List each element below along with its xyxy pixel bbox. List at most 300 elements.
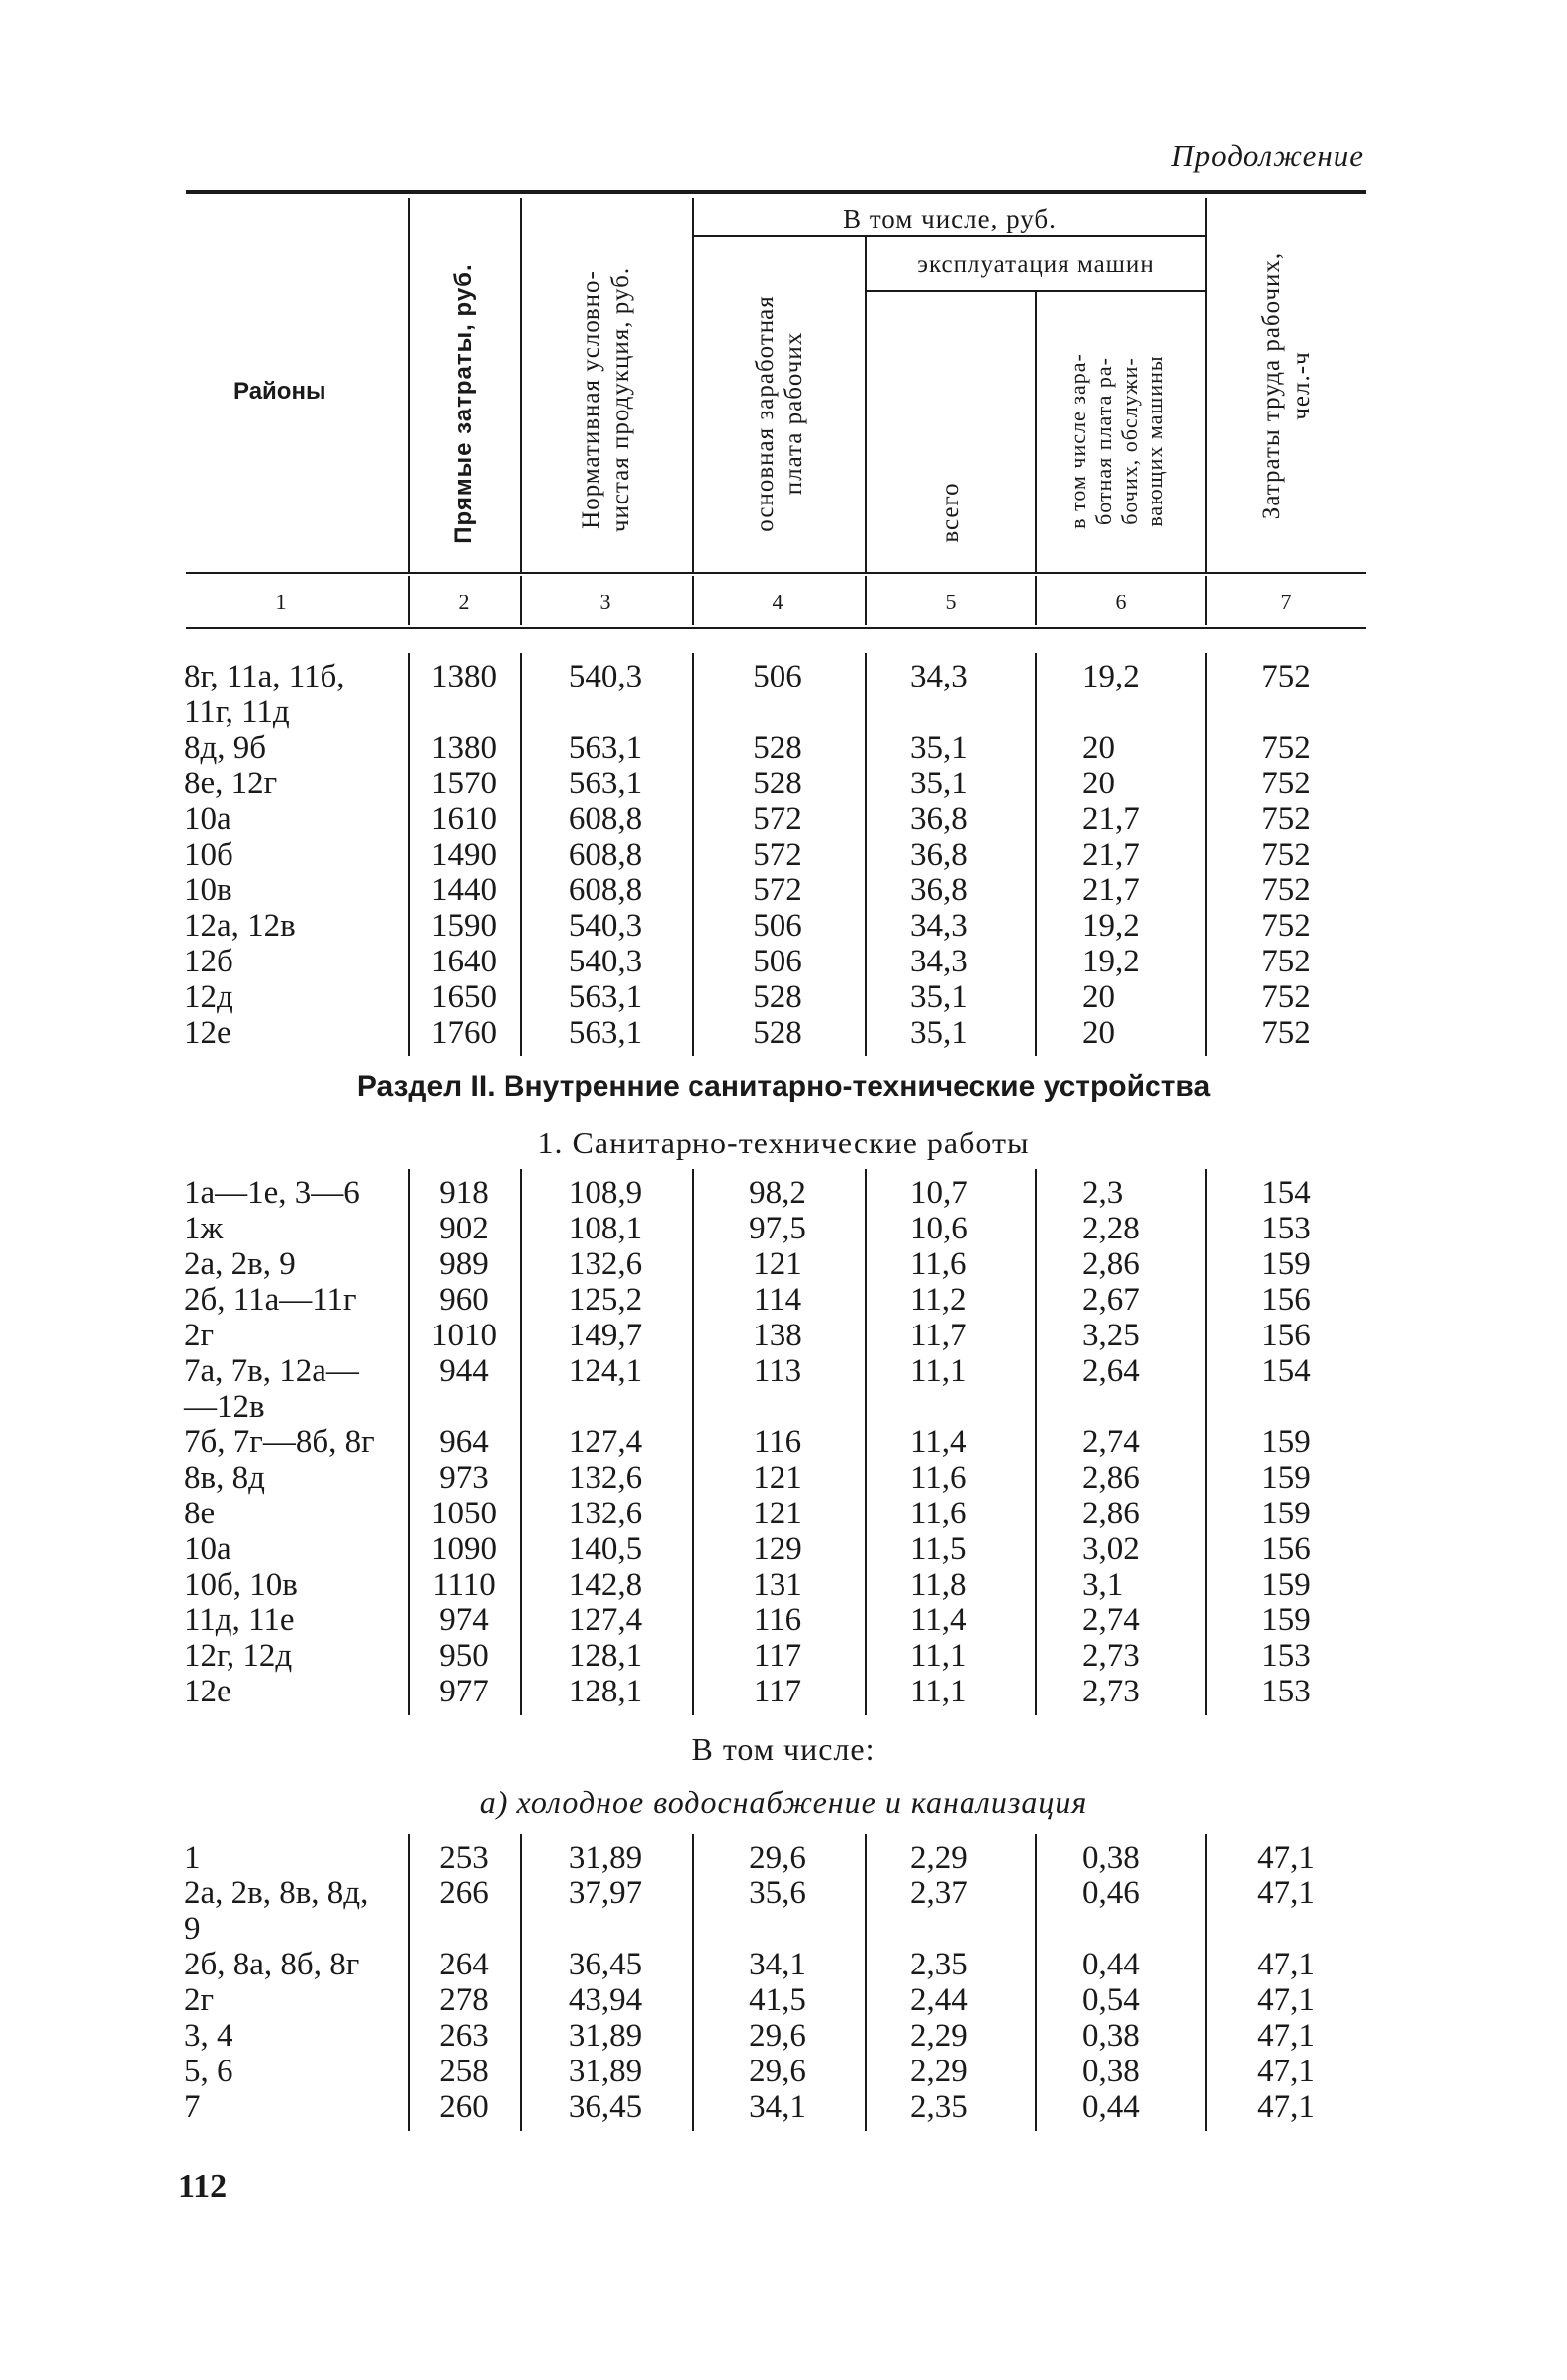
value-cell: 159 <box>1261 1246 1311 1282</box>
value-cell: 2,73 <box>1082 1638 1140 1674</box>
table-row <box>0 1015 1567 1051</box>
table1-vline-6 <box>1205 653 1207 1056</box>
column-group-including: В том числе, руб. <box>843 204 1057 233</box>
table-row <box>0 837 1567 872</box>
value-cell: 31,89 <box>568 2054 643 2089</box>
table1-vline-4 <box>865 653 867 1056</box>
column-header-wages-line1: основная заработная <box>752 295 779 532</box>
value-cell: 47,1 <box>1257 1840 1315 1876</box>
column-header-machine-wages-line3: бочих, обслужи- <box>1117 357 1142 525</box>
district-line: 9 <box>184 1911 201 1947</box>
column-header-direct-costs: Прямые затраты, руб. <box>450 263 477 544</box>
column-header-wages-line2: плата рабочих <box>781 331 807 496</box>
header-bottom-rule <box>186 572 1366 574</box>
value-cell: 752 <box>1261 730 1311 766</box>
column-number-3: 3 <box>599 590 611 614</box>
value-cell: 159 <box>1261 1496 1311 1531</box>
value-cell: 608,8 <box>568 872 643 908</box>
value-cell: 964 <box>439 1424 489 1460</box>
value-cell: 47,1 <box>1257 2018 1315 2054</box>
value-cell: 2,29 <box>910 2018 968 2054</box>
value-cell: 264 <box>439 1947 489 1982</box>
value-cell: 3,1 <box>1082 1567 1124 1602</box>
value-cell: 2,64 <box>1082 1353 1140 1389</box>
table-row <box>0 659 1567 730</box>
value-cell: 0,44 <box>1082 1947 1140 1982</box>
district-line: 2г <box>184 1318 215 1353</box>
table3-vline-4 <box>865 1834 867 2131</box>
value-cell: 37,97 <box>568 1876 643 1911</box>
value-cell: 128,1 <box>568 1674 643 1709</box>
district-cell <box>184 1318 214 1353</box>
value-cell: 563,1 <box>568 979 643 1015</box>
district-cell <box>184 944 233 979</box>
value-cell: 31,89 <box>568 1840 643 1876</box>
value-cell: 1760 <box>431 1015 497 1051</box>
value-cell: 572 <box>753 872 802 908</box>
value-cell: 21,7 <box>1082 872 1140 908</box>
numrow-vline-1 <box>408 576 410 625</box>
value-cell: 31,89 <box>568 2018 643 2054</box>
value-cell: 125,2 <box>568 1282 643 1318</box>
value-cell: 20 <box>1082 979 1115 1015</box>
table-row <box>0 872 1567 908</box>
table2-vline-5 <box>1035 1169 1037 1715</box>
table2-vline-1 <box>408 1169 410 1715</box>
column-header-district: Районы <box>233 378 326 405</box>
value-cell: 156 <box>1261 1318 1311 1353</box>
value-cell: 950 <box>439 1638 489 1674</box>
district-line: 1а—1е, 3—6 <box>184 1175 360 1211</box>
table2-vline-6 <box>1205 1169 1207 1715</box>
value-cell: 11,6 <box>910 1246 967 1282</box>
value-cell: 19,2 <box>1082 908 1140 944</box>
value-cell: 752 <box>1261 979 1311 1015</box>
table-row <box>0 1175 1567 1211</box>
value-cell: 156 <box>1261 1282 1311 1318</box>
value-cell: 1490 <box>431 837 497 872</box>
value-cell: 528 <box>753 1015 802 1051</box>
value-cell: 974 <box>439 1602 489 1638</box>
value-cell: 20 <box>1082 1015 1115 1051</box>
value-cell: 127,4 <box>568 1424 643 1460</box>
value-cell: 2,86 <box>1082 1496 1140 1531</box>
value-cell: 506 <box>753 908 802 944</box>
value-cell: 563,1 <box>568 766 643 801</box>
column-group-machines: эксплуатация машин <box>917 251 1154 278</box>
value-cell: 47,1 <box>1257 1982 1315 2018</box>
value-cell: 121 <box>753 1246 802 1282</box>
value-cell: 129 <box>753 1531 802 1567</box>
table-row <box>0 1282 1567 1318</box>
value-cell: 154 <box>1261 1353 1311 1389</box>
value-cell: 1640 <box>431 944 497 979</box>
value-cell: 572 <box>753 837 802 872</box>
district-cell <box>184 1211 223 1246</box>
district-line: —12в <box>184 1389 265 1424</box>
district-line: 10в <box>184 872 232 908</box>
table-row <box>0 1318 1567 1353</box>
value-cell: 117 <box>753 1674 802 1709</box>
subsection-a-title: а) холодное водоснабжение и канализация <box>479 1785 1088 1820</box>
district-cell <box>184 1674 231 1709</box>
value-cell: 0,46 <box>1082 1876 1140 1911</box>
district-line: 8г, 11а, 11б, <box>184 659 345 694</box>
value-cell: 159 <box>1261 1424 1311 1460</box>
value-cell: 260 <box>439 2089 489 2125</box>
value-cell: 34,3 <box>910 908 968 944</box>
district-line: 2б, 11а—11г <box>184 1282 357 1318</box>
table-row <box>0 1460 1567 1496</box>
district-cell <box>184 1567 298 1602</box>
district-line: 8в, 8д <box>184 1460 265 1496</box>
value-cell: 506 <box>753 944 802 979</box>
value-cell: 113 <box>753 1353 802 1389</box>
value-cell: 902 <box>439 1211 489 1246</box>
table-row <box>0 2054 1567 2089</box>
value-cell: 2,29 <box>910 2054 968 2089</box>
district-cell <box>184 1175 360 1211</box>
value-cell: 944 <box>439 1353 489 1389</box>
value-cell: 263 <box>439 2018 489 2054</box>
value-cell: 138 <box>753 1318 802 1353</box>
district-cell <box>184 2089 201 2125</box>
value-cell: 11,4 <box>910 1602 967 1638</box>
value-cell: 34,3 <box>910 944 968 979</box>
table1-vline-5 <box>1035 653 1037 1056</box>
value-cell: 11,4 <box>910 1424 967 1460</box>
value-cell: 563,1 <box>568 730 643 766</box>
value-cell: 159 <box>1261 1567 1311 1602</box>
value-cell: 34,1 <box>749 2089 806 2125</box>
table-row <box>0 1947 1567 1982</box>
value-cell: 1440 <box>431 872 497 908</box>
value-cell: 140,5 <box>568 1531 643 1567</box>
value-cell: 35,6 <box>749 1876 806 1911</box>
value-cell: 1610 <box>431 801 497 837</box>
numrow-vline-4 <box>865 576 867 625</box>
district-cell <box>184 801 231 837</box>
value-cell: 47,1 <box>1257 2089 1315 2125</box>
column-header-labor-line2: чел.-ч <box>1288 351 1315 420</box>
table-row <box>0 1982 1567 2018</box>
value-cell: 1380 <box>431 730 497 766</box>
header-vline-2 <box>520 198 522 574</box>
value-cell: 278 <box>439 1982 489 2018</box>
value-cell: 159 <box>1261 1602 1311 1638</box>
value-cell: 563,1 <box>568 1015 643 1051</box>
value-cell: 11,8 <box>910 1567 967 1602</box>
district-line: 12е <box>184 1674 231 1709</box>
value-cell: 11,6 <box>910 1496 967 1531</box>
value-cell: 1590 <box>431 908 497 944</box>
value-cell: 29,6 <box>749 1840 806 1876</box>
value-cell: 0,54 <box>1082 1982 1140 2018</box>
table-row <box>0 730 1567 766</box>
value-cell: 2,86 <box>1082 1460 1140 1496</box>
value-cell: 528 <box>753 766 802 801</box>
value-cell: 0,38 <box>1082 1840 1140 1876</box>
value-cell: 159 <box>1261 1460 1311 1496</box>
value-cell: 2,37 <box>910 1876 968 1911</box>
district-line: 12б <box>184 944 233 979</box>
table-top-rule <box>186 190 1366 194</box>
value-cell: 2,74 <box>1082 1424 1140 1460</box>
value-cell: 35,1 <box>910 730 968 766</box>
value-cell: 1050 <box>431 1496 497 1531</box>
value-cell: 10,7 <box>910 1175 968 1211</box>
value-cell: 1090 <box>431 1531 497 1567</box>
table-row <box>0 1531 1567 1567</box>
section-title: Раздел II. Внутренние санитарно-технические устройства <box>356 1070 1211 1103</box>
value-cell: 20 <box>1082 766 1115 801</box>
value-cell: 114 <box>753 1282 802 1318</box>
subsection-title: 1. Санитарно-технические работы <box>537 1125 1030 1160</box>
value-cell: 0,38 <box>1082 2018 1140 2054</box>
value-cell: 608,8 <box>568 837 643 872</box>
including-label: В том числе: <box>691 1731 876 1767</box>
district-cell <box>184 1282 357 1318</box>
continuation-label: Продолжение <box>1171 138 1364 173</box>
value-cell: 36,8 <box>910 801 968 837</box>
district-line: 12г, 12д <box>184 1638 293 1674</box>
district-line: 1ж <box>184 1211 224 1246</box>
value-cell: 108,9 <box>568 1175 643 1211</box>
column-numbers-bottom-rule <box>186 627 1366 629</box>
value-cell: 528 <box>753 979 802 1015</box>
district-cell <box>184 730 266 766</box>
value-cell: 154 <box>1261 1175 1311 1211</box>
table-row <box>0 1353 1567 1424</box>
value-cell: 752 <box>1261 944 1311 979</box>
district-line: 10б, 10в <box>184 1567 298 1602</box>
value-cell: 35,1 <box>910 979 968 1015</box>
value-cell: 36,8 <box>910 837 968 872</box>
value-cell: 131 <box>753 1567 802 1602</box>
value-cell: 2,35 <box>910 2089 968 2125</box>
column-number-1: 1 <box>275 590 287 614</box>
district-line: 12а, 12в <box>184 908 296 944</box>
value-cell: 36,45 <box>568 1947 643 1982</box>
district-cell <box>184 979 233 1015</box>
district-line: 12е <box>184 1015 231 1051</box>
value-cell: 149,7 <box>568 1318 643 1353</box>
column-number-5: 5 <box>945 590 957 614</box>
district-cell <box>184 2018 233 2054</box>
value-cell: 98,2 <box>749 1175 806 1211</box>
district-cell <box>184 1353 359 1424</box>
table-row <box>0 1246 1567 1282</box>
value-cell: 34,1 <box>749 1947 806 1982</box>
value-cell: 1570 <box>431 766 497 801</box>
value-cell: 11,7 <box>910 1318 967 1353</box>
table-row <box>0 1211 1567 1246</box>
district-line: 8д, 9б <box>184 730 267 766</box>
district-cell <box>184 1840 201 1876</box>
column-header-total: всего <box>937 482 964 543</box>
value-cell: 142,8 <box>568 1567 643 1602</box>
district-line: 8е, 12г <box>184 766 278 801</box>
table-row <box>0 1602 1567 1638</box>
value-cell: 540,3 <box>568 944 643 979</box>
value-cell: 11,2 <box>910 1282 967 1318</box>
value-cell: 2,67 <box>1082 1282 1140 1318</box>
value-cell: 752 <box>1261 1015 1311 1051</box>
value-cell: 20 <box>1082 730 1115 766</box>
numrow-vline-6 <box>1205 576 1207 625</box>
district-cell <box>184 1015 231 1051</box>
column-header-machine-wages-line4: вающих машины <box>1143 355 1167 527</box>
column-number-2: 2 <box>458 590 470 614</box>
value-cell: 918 <box>439 1175 489 1211</box>
rule-under-including <box>692 235 1205 237</box>
district-cell <box>184 1638 292 1674</box>
district-line: 10а <box>184 801 231 837</box>
table3-vline-3 <box>692 1834 694 2131</box>
table-row <box>0 1424 1567 1460</box>
district-cell <box>184 766 277 801</box>
district-line: 7б, 7г—8б, 8г <box>184 1424 375 1460</box>
value-cell: 2,29 <box>910 1840 968 1876</box>
district-cell <box>184 837 233 872</box>
table-row <box>0 1567 1567 1602</box>
value-cell: 153 <box>1261 1674 1311 1709</box>
value-cell: 752 <box>1261 766 1311 801</box>
district-cell <box>184 1531 231 1567</box>
value-cell: 34,3 <box>910 659 968 694</box>
district-line: 12д <box>184 979 233 1015</box>
value-cell: 35,1 <box>910 766 968 801</box>
page-number: 112 <box>178 2168 228 2205</box>
value-cell: 960 <box>439 1282 489 1318</box>
district-cell <box>184 1602 295 1638</box>
value-cell: 506 <box>753 659 802 694</box>
value-cell: 258 <box>439 2054 489 2089</box>
value-cell: 108,1 <box>568 1211 643 1246</box>
table-row <box>0 2089 1567 2125</box>
district-cell <box>184 1876 368 1947</box>
value-cell: 132,6 <box>568 1460 643 1496</box>
value-cell: 36,8 <box>910 872 968 908</box>
column-header-machine-wages-line2: ботная плата ра- <box>1091 357 1116 525</box>
value-cell: 2,28 <box>1082 1211 1140 1246</box>
table-row <box>0 944 1567 979</box>
district-line: 7 <box>184 2089 201 2125</box>
header-vline-6 <box>1205 198 1207 574</box>
district-line: 2а, 2в, 8в, 8д, <box>184 1876 369 1911</box>
value-cell: 47,1 <box>1257 2054 1315 2089</box>
table1-vline-1 <box>408 653 410 1056</box>
table-row <box>0 1674 1567 1709</box>
value-cell: 973 <box>439 1460 489 1496</box>
value-cell: 2,44 <box>910 1982 968 2018</box>
district-cell <box>184 1460 265 1496</box>
value-cell: 0,44 <box>1082 2089 1140 2125</box>
column-header-normative-line1: Нормативная условно- <box>578 270 604 529</box>
value-cell: 608,8 <box>568 801 643 837</box>
value-cell: 124,1 <box>568 1353 643 1389</box>
district-line: 11д, 11е <box>184 1602 295 1638</box>
value-cell: 116 <box>753 1424 802 1460</box>
value-cell: 10,6 <box>910 1211 968 1246</box>
value-cell: 2,73 <box>1082 1674 1140 1709</box>
value-cell: 572 <box>753 801 802 837</box>
value-cell: 132,6 <box>568 1246 643 1282</box>
district-line: 1 <box>184 1840 201 1876</box>
value-cell: 2,3 <box>1082 1175 1124 1211</box>
value-cell: 19,2 <box>1082 659 1140 694</box>
value-cell: 11,6 <box>910 1460 967 1496</box>
district-cell <box>184 1246 296 1282</box>
table3-vline-2 <box>520 1834 522 2131</box>
value-cell: 752 <box>1261 837 1311 872</box>
value-cell: 47,1 <box>1257 1876 1315 1911</box>
header-vline-5 <box>1035 292 1037 574</box>
value-cell: 989 <box>439 1246 489 1282</box>
district-cell <box>184 908 296 944</box>
value-cell: 977 <box>439 1674 489 1709</box>
header-vline-1 <box>408 198 410 574</box>
value-cell: 43,94 <box>568 1982 643 2018</box>
district-line: 10б <box>184 837 233 872</box>
district-line: 2г <box>184 1982 215 2018</box>
value-cell: 540,3 <box>568 908 643 944</box>
value-cell: 41,5 <box>749 1982 806 2018</box>
value-cell: 11,1 <box>910 1638 967 1674</box>
value-cell: 47,1 <box>1257 1947 1315 1982</box>
value-cell: 540,3 <box>568 659 643 694</box>
district-cell <box>184 2054 233 2089</box>
table-row <box>0 1496 1567 1531</box>
value-cell: 752 <box>1261 801 1311 837</box>
value-cell: 11,1 <box>910 1674 967 1709</box>
district-cell <box>184 872 232 908</box>
numrow-vline-2 <box>520 576 522 625</box>
table-row <box>0 2018 1567 2054</box>
value-cell: 752 <box>1261 659 1311 694</box>
value-cell: 132,6 <box>568 1496 643 1531</box>
value-cell: 266 <box>439 1876 489 1911</box>
district-line: 5, 6 <box>184 2054 233 2089</box>
table-row <box>0 801 1567 837</box>
table1-vline-3 <box>692 653 694 1056</box>
column-header-labor-line1: Затраты труда рабочих, <box>1258 251 1285 520</box>
district-line: 11г, 11д <box>184 694 290 730</box>
district-line: 7а, 7в, 12а— <box>184 1353 359 1389</box>
district-line: 3, 4 <box>184 2018 233 2054</box>
value-cell: 1650 <box>431 979 497 1015</box>
value-cell: 528 <box>753 730 802 766</box>
table-row <box>0 979 1567 1015</box>
district-cell <box>184 659 345 730</box>
value-cell: 97,5 <box>749 1211 806 1246</box>
numrow-vline-5 <box>1035 576 1037 625</box>
value-cell: 3,25 <box>1082 1318 1140 1353</box>
table-row <box>0 908 1567 944</box>
value-cell: 156 <box>1261 1531 1311 1567</box>
column-number-6: 6 <box>1115 590 1127 614</box>
value-cell: 153 <box>1261 1211 1311 1246</box>
table-row <box>0 1638 1567 1674</box>
value-cell: 21,7 <box>1082 837 1140 872</box>
value-cell: 11,1 <box>910 1353 967 1389</box>
value-cell: 752 <box>1261 872 1311 908</box>
table2-vline-2 <box>520 1169 522 1715</box>
value-cell: 35,1 <box>910 1015 968 1051</box>
table-row <box>0 766 1567 801</box>
value-cell: 2,35 <box>910 1947 968 1982</box>
value-cell: 21,7 <box>1082 801 1140 837</box>
